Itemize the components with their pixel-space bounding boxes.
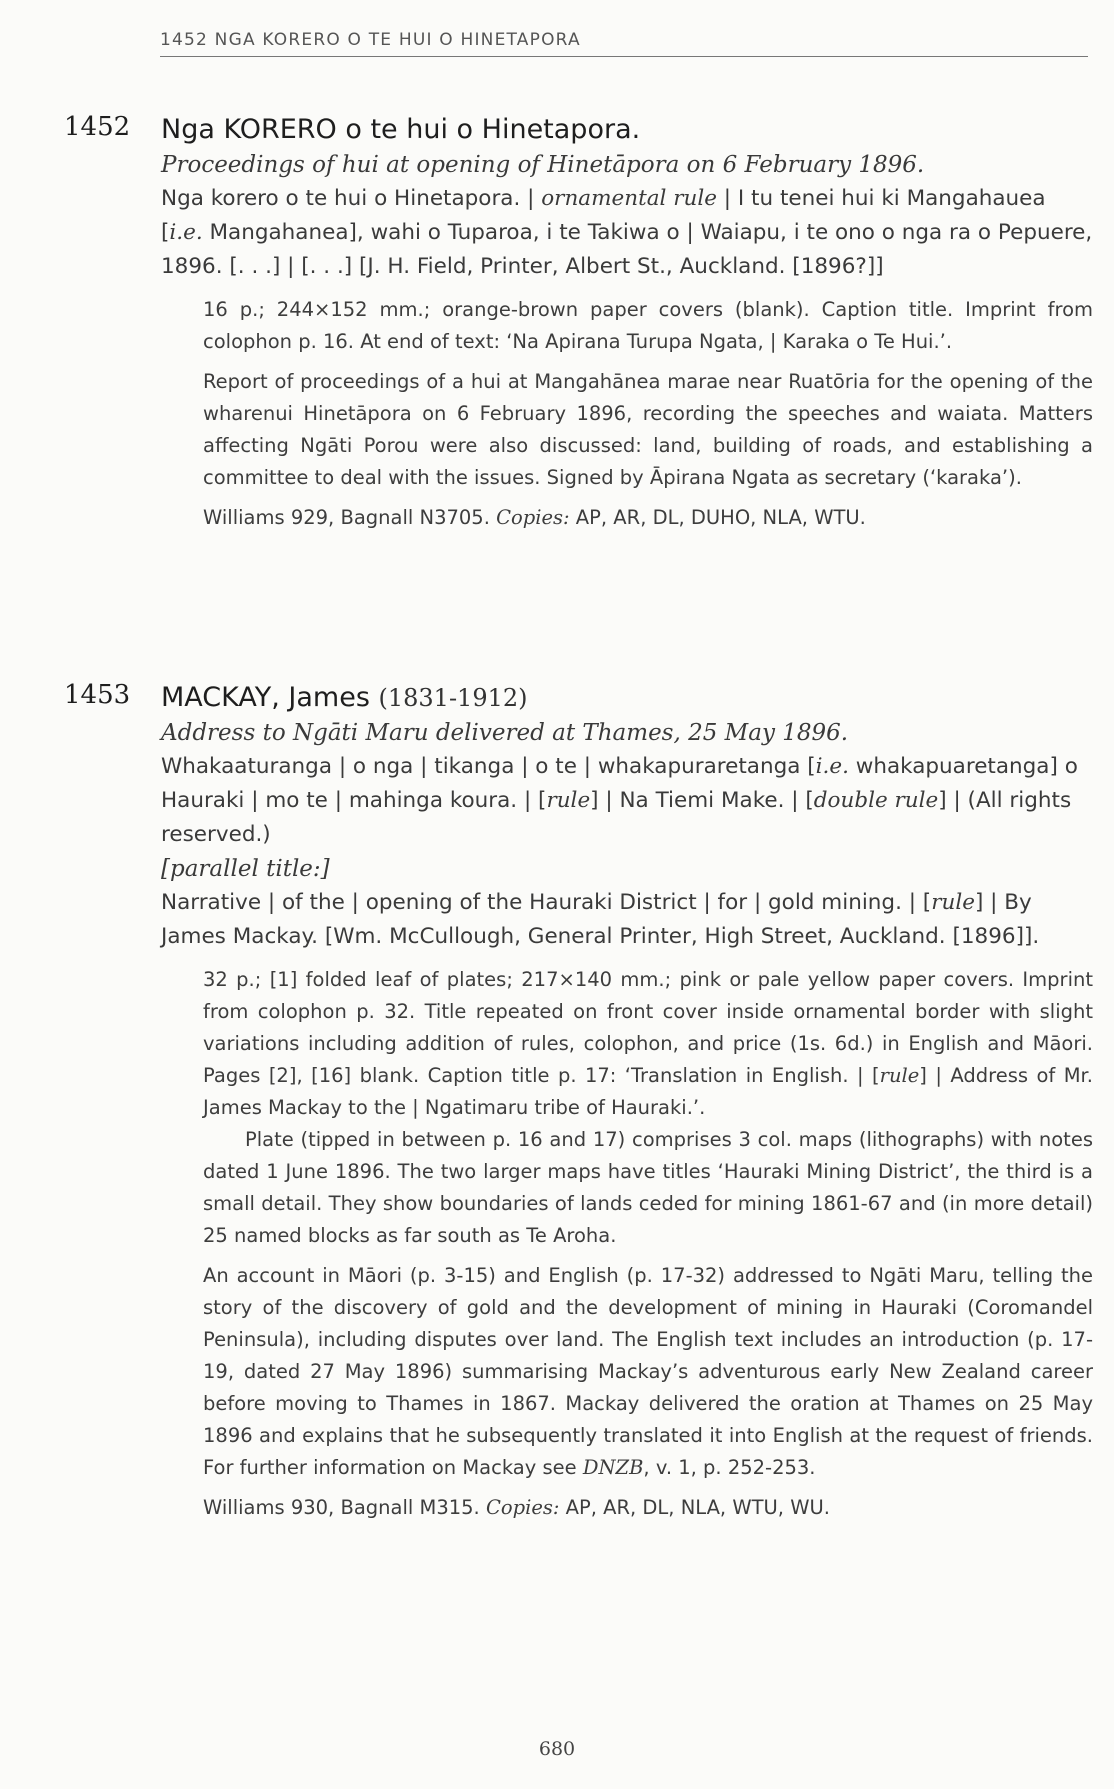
parallel-title-label: [parallel title:] bbox=[161, 856, 330, 882]
entry-subtitle: Proceedings of hui at opening of Hinetāpora on 6 February 1896. bbox=[161, 152, 925, 178]
transcription-text: ] | (All rights reserved.) bbox=[161, 788, 1072, 847]
entry-number: 1452 bbox=[64, 112, 131, 142]
physical-description-text: 32 p.; [1] folded leaf of plates; 217×140 mm.; pink or pale yellow paper covers. Imprint from colophon p. 32. Title repeated on front cover inside ornamental border with slight variations including addition of rules, colophon, and price (1s. 6d.) in English and Māori. Pages [2], [16] blank. Caption title p. 17: ‘Translation in English. | [ bbox=[203, 968, 1093, 1087]
transcription-editorial: i.e. bbox=[169, 220, 203, 245]
title-transcription bbox=[161, 750, 1093, 852]
transcription-text: | I tu tenei hui ki Mangahauea [ bbox=[161, 186, 1046, 245]
content-note bbox=[203, 1260, 1093, 1484]
references-text: Williams 930, Bagnall M315. bbox=[203, 1496, 486, 1519]
references-line bbox=[203, 502, 1093, 534]
entry-heading bbox=[161, 680, 1093, 716]
physical-description bbox=[203, 964, 1093, 1124]
page-number: 680 bbox=[538, 1738, 576, 1760]
author-name: MACKAY, James bbox=[161, 682, 370, 713]
entry-body bbox=[161, 112, 1093, 542]
editorial-rule: rule bbox=[879, 1064, 920, 1087]
entry-heading: Nga KORERO o te hui o Hinetapora. bbox=[161, 114, 641, 145]
transcription-editorial: ornamental rule bbox=[541, 186, 717, 211]
title-transcription bbox=[161, 182, 1093, 284]
references-text: Williams 929, Bagnall N3705. bbox=[203, 506, 497, 529]
transcription-text: Nga korero o te hui o Hinetapora. | bbox=[161, 186, 542, 211]
entry-body bbox=[161, 680, 1093, 1532]
plate-note: Plate (tipped in between p. 16 and 17) comprises 3 col. maps (lithographs) with notes dated 1 June 1896. The two larger maps have titles ‘Hauraki Mining District’, the third is a small detail. They show boundaries of lands ceded for mining 1861-67 and (in more detail) 25 named blocks as far south as Te Aroha. bbox=[203, 1128, 1093, 1247]
physical-description-text: ] | Address of Mr. James Mackay to the | Ngatimaru tribe of Hauraki.’. bbox=[203, 1064, 1093, 1119]
transcription-text: Mangahanea], wahi o Tuparoa, i te Takiwa o | Waiapu, i te ono o nga ra o Pepuere, 1896. [. . .] | [. . .] [J. H. Field, Printer, Albert St., Auckland. [1896?]] bbox=[161, 220, 1093, 279]
entry-notes bbox=[203, 294, 1093, 534]
copies-label: Copies: bbox=[485, 1496, 560, 1519]
entry-subtitle: Address to Ngāti Maru delivered at Thames, 25 May 1896. bbox=[161, 720, 849, 746]
copies-list: AP, AR, DL, NLA, WTU, WU. bbox=[559, 1496, 830, 1519]
parallel-title-transcription bbox=[161, 886, 1093, 954]
transcription-text: Whakaaturanga | o nga | tikanga | o te | whakapuraretanga [ bbox=[161, 754, 816, 779]
transcription-editorial: rule bbox=[931, 890, 975, 915]
transcription-text: whakapuaretanga] o Hauraki | mo te | mahinga koura. | [ bbox=[161, 754, 1078, 813]
references-line bbox=[203, 1492, 1093, 1524]
transcription-text: Narrative | of the | opening of the Hauraki District | for | gold mining. | [ bbox=[161, 890, 932, 915]
content-note-text: , v. 1, p. 252-253. bbox=[643, 1456, 816, 1479]
transcription-text: ] | Na Tiemi Make. | [ bbox=[590, 788, 814, 813]
transcription-editorial: rule bbox=[546, 788, 591, 813]
content-note-text: An account in Māori (p. 3-15) and English (p. 17-32) addressed to Ngāti Maru, telling the story of the discovery of gold and the development of mining in Hauraki (Coromandel Peninsula), including disputes over land. The English text includes an introduction (p. 17-19, dated 27 May 1896) summarising Mackay’s adventurous early New Zealand career before moving to Thames in 1867. Mackay delivered the oration at Thames on 25 May 1896 and explains that he subsequently translated it into English at the request of friends. For further information on Mackay see bbox=[203, 1264, 1093, 1479]
running-head: 1452 NGA KORERO O TE HUI O HINETAPORA bbox=[160, 30, 1088, 57]
copies-label: Copies: bbox=[496, 506, 570, 529]
copies-list: AP, AR, DL, DUHO, NLA, WTU. bbox=[569, 506, 866, 529]
dnzb-reference: DNZB bbox=[582, 1456, 644, 1479]
transcription-editorial: double rule bbox=[813, 788, 939, 813]
entry-notes bbox=[203, 964, 1093, 1524]
author-dates: (1831-1912) bbox=[378, 684, 528, 712]
entry-number: 1453 bbox=[64, 680, 131, 710]
transcription-editorial: i.e. bbox=[815, 754, 849, 779]
transcription-text: ] | By James Mackay. [Wm. McCullough, General Printer, High Street, Auckland. [1896]]. bbox=[161, 890, 1040, 949]
content-note: Report of proceedings of a hui at Mangahānea marae near Ruatōria for the opening of the wharenui Hinetāpora on 6 February 1896, recording the speeches and waiata. Matters affecting Ngāti Porou were also discussed: land, building of roads, and establishing a committee to deal with the issues. Signed by Āpirana Ngata as secretary (‘karaka’). bbox=[203, 370, 1093, 489]
physical-description: 16 p.; 244×152 mm.; orange-brown paper covers (blank). Caption title. Imprint from colophon p. 16. At end of text: ‘Na Apirana Turupa Ngata, | Karaka o Te Hui.’. bbox=[203, 298, 1093, 353]
